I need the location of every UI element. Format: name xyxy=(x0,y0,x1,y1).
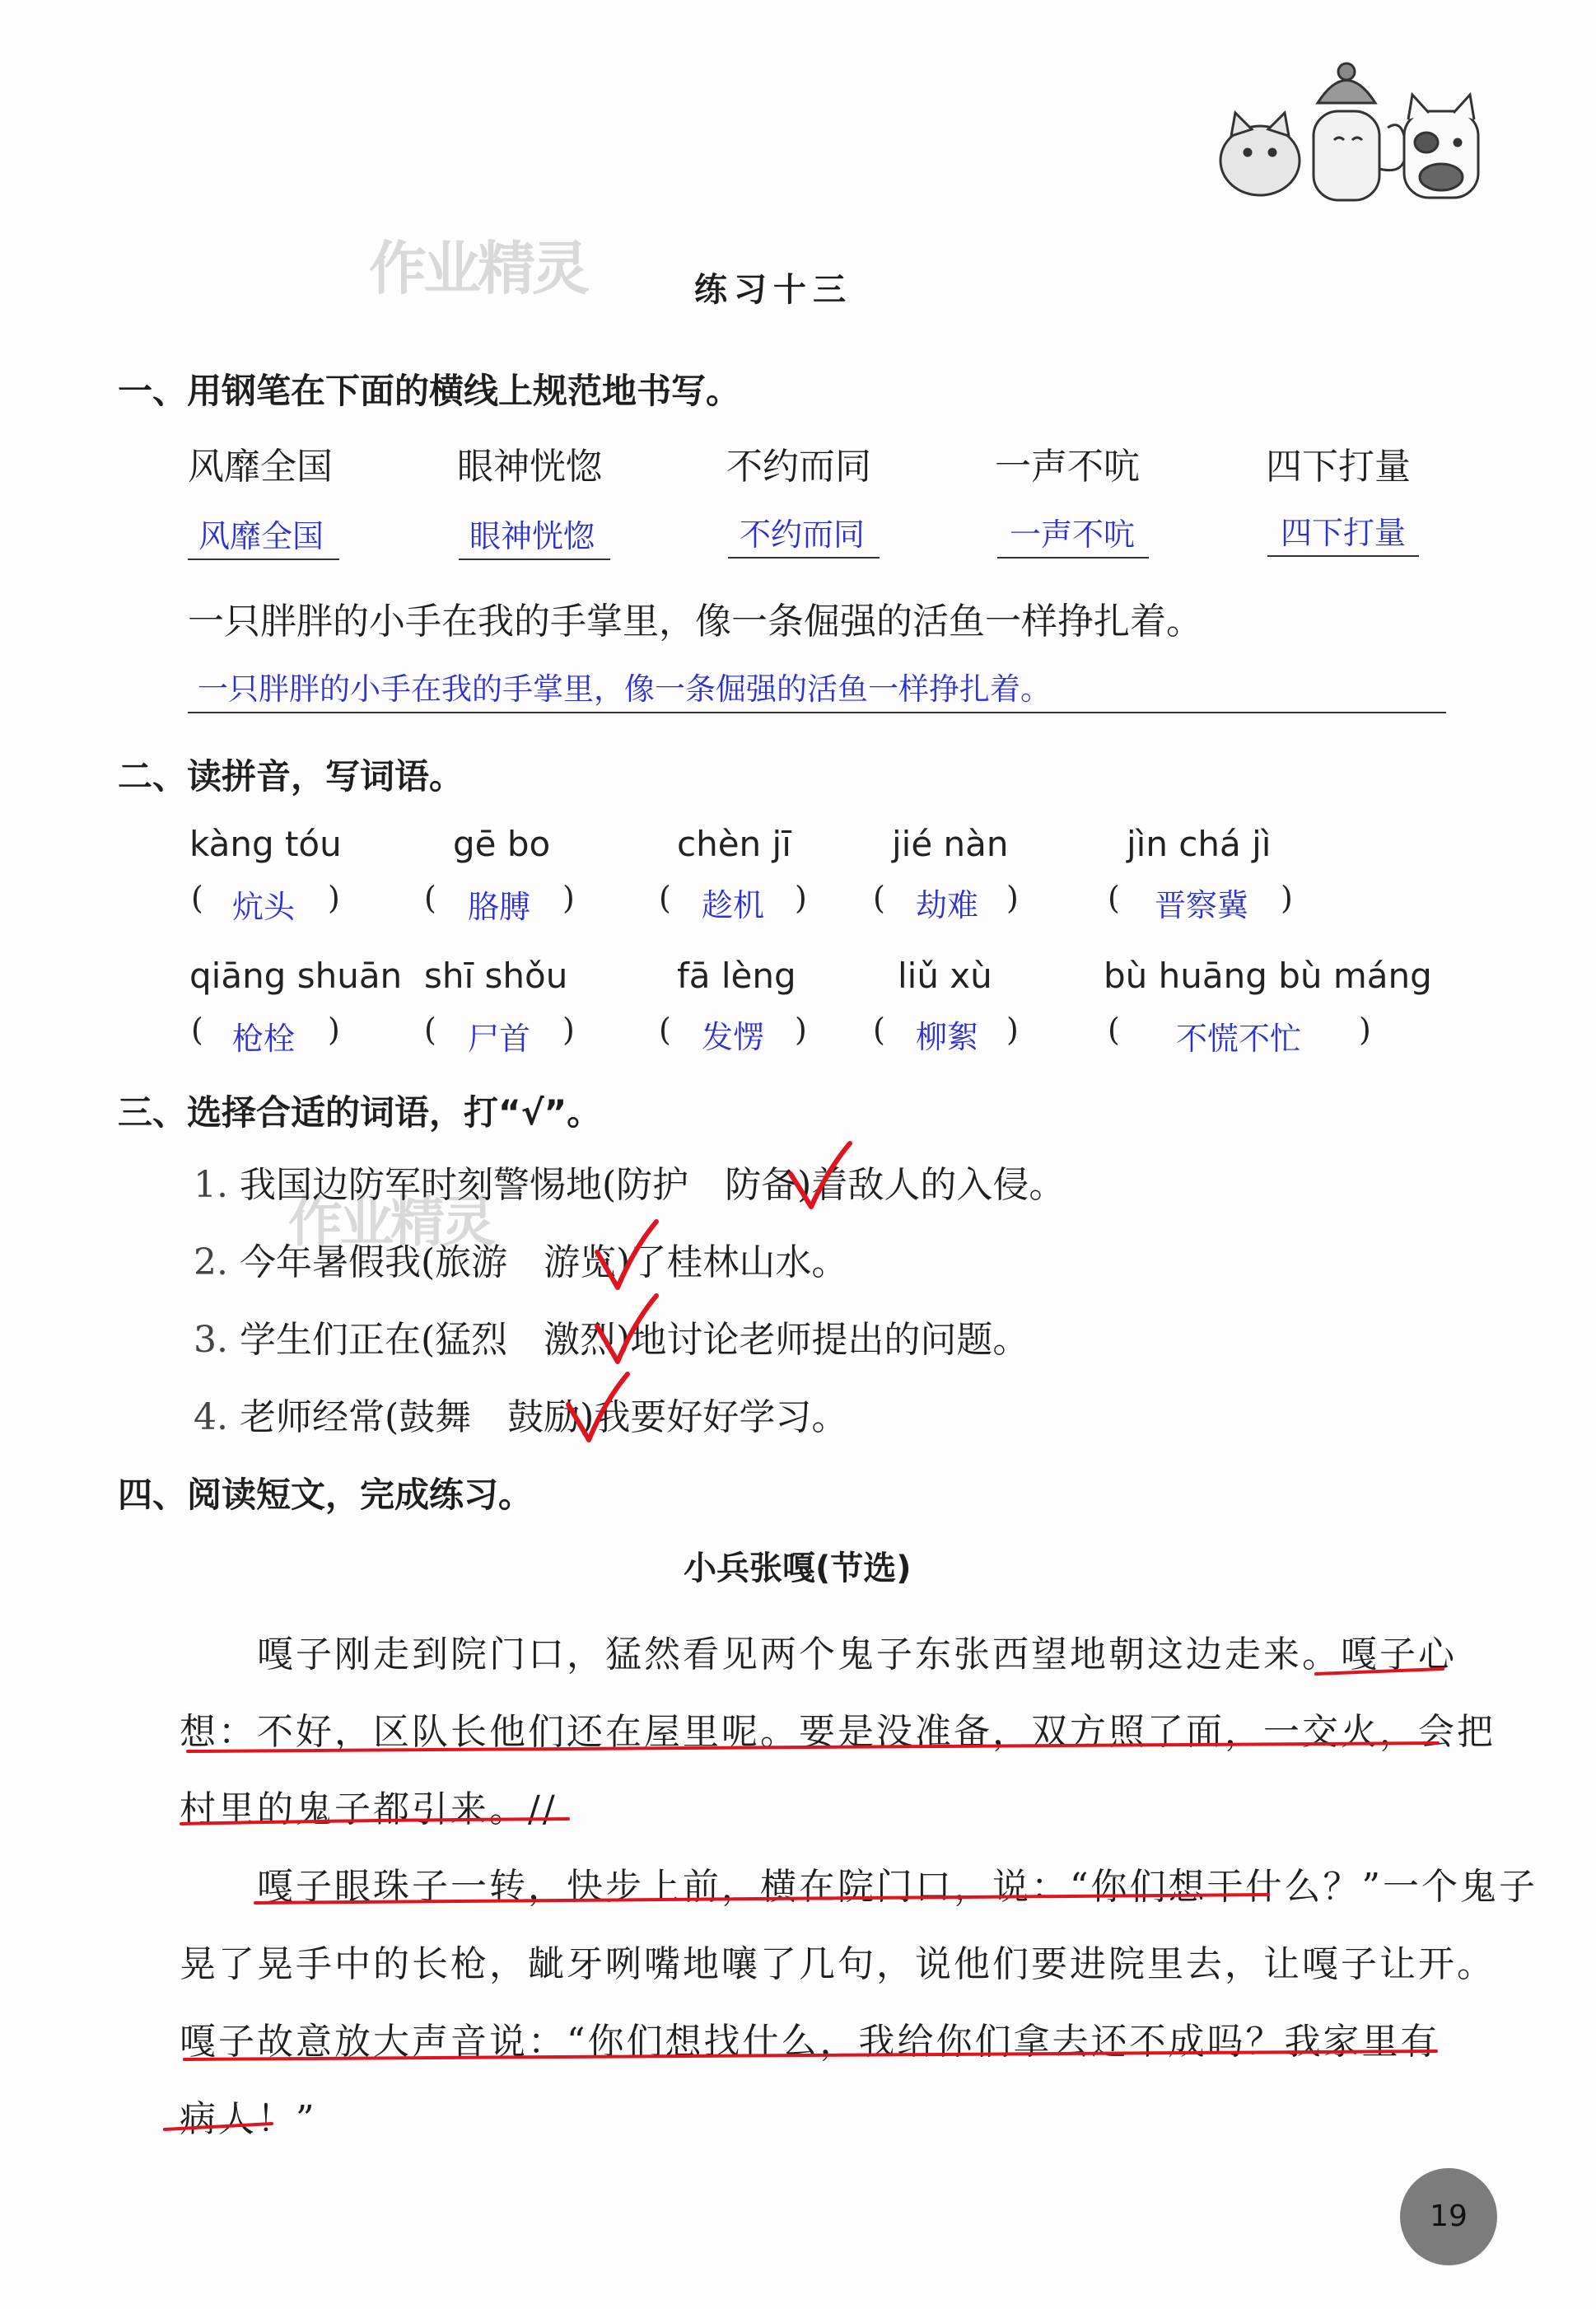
section-3-heading: 三、选择合适的词语，打“√”。 xyxy=(118,1092,602,1133)
section-2-heading: 二、读拼音，写词语。 xyxy=(118,756,464,797)
passage-line-2: 想：不好，区队长他们还在屋里呢。要是没准备，双方照了面，一交火，会把 xyxy=(180,1711,1496,1753)
check-mark-icon xyxy=(782,1137,856,1219)
handwritten-word-2: 眼神恍惚 xyxy=(469,518,595,554)
copy-word-1: 风靡全国 xyxy=(188,446,333,488)
writing-line-1 xyxy=(188,559,339,560)
passage-line-7: 病人！” xyxy=(180,2098,317,2140)
passage-line-6: 嘎子故意放大声音说：“你们想找什么，我给你们拿去还不成吗？我家里有 xyxy=(180,2021,1440,2063)
chosen-option: 鼓励 xyxy=(507,1396,581,1438)
passage-line-3: 村里的鬼子都引来。// xyxy=(180,1788,558,1830)
check-mark-icon xyxy=(560,1367,634,1450)
page-number-badge: 19 xyxy=(1400,2168,1497,2265)
passage-line-1: 嘎子刚走到院门口，猛然看见两个鬼子东张西望地朝这边走来。嘎子心 xyxy=(180,1634,1457,1676)
copy-word-5: 四下打量 xyxy=(1266,446,1411,488)
paren-open: ( xyxy=(659,880,671,916)
question-text-before: 我国边防军时刻警惕地(防护 xyxy=(239,1164,726,1206)
writing-line-3 xyxy=(728,557,880,559)
page-title: 练习十三 xyxy=(694,271,852,309)
chosen-option: 激烈 xyxy=(544,1319,617,1361)
paren-close: ) xyxy=(1006,880,1019,916)
paren-open: ( xyxy=(873,1012,885,1048)
question-text-after: )了桂林山水。 xyxy=(616,1241,848,1283)
passage-line-5: 晃了晃手中的长枪，龇牙咧嘴地嚷了几句，说他们要进院里去，让嘎子让开。 xyxy=(180,1943,1496,1985)
handwritten-word-5: 四下打量 xyxy=(1281,515,1407,551)
pinyin-answer-3: 趁机 xyxy=(702,887,765,923)
section-1-heading: 一、用钢笔在下面的横线上规范地书写。 xyxy=(118,371,741,411)
sentence-writing-line xyxy=(188,712,1446,713)
pinyin-answer-2: 胳膊 xyxy=(468,889,531,925)
paren-close: ) xyxy=(562,880,575,916)
choice-question-2 xyxy=(194,1232,847,1285)
handwritten-sentence: 一只胖胖的小手在我的手掌里，像一条倔强的活鱼一样挣扎着。 xyxy=(198,671,1051,707)
paren-open: ( xyxy=(191,1012,203,1048)
question-text-before: 学生们正在(猛烈 xyxy=(239,1319,544,1361)
choice-question-4 xyxy=(194,1387,847,1440)
question-number: 3. xyxy=(194,1319,228,1361)
pinyin-10: bù huāng bù máng xyxy=(1104,956,1432,996)
passage-title: 小兵张嘎(节选) xyxy=(684,1549,912,1587)
passage-line-4: 嘎子眼珠子一转，快步上前，横在院门口，说：“你们想干什么？”一个鬼子 xyxy=(180,1866,1538,1908)
paren-open: ( xyxy=(424,1012,436,1048)
pinyin-6: qiāng shuān xyxy=(189,956,403,996)
question-text-after: )着敌人的入侵。 xyxy=(797,1164,1066,1206)
pinyin-4: jié nàn xyxy=(892,824,1009,864)
paren-open: ( xyxy=(1108,1012,1120,1048)
pinyin-answer-4: 劫难 xyxy=(916,887,979,923)
copy-word-3: 不约而同 xyxy=(726,446,871,488)
watermark-top: 作业精灵 xyxy=(369,235,586,302)
pinyin-8: fā lèng xyxy=(677,956,796,996)
pinyin-answer-7: 尸首 xyxy=(468,1021,531,1057)
pinyin-answer-1: 炕头 xyxy=(232,889,296,925)
pinyin-2: gē bo xyxy=(453,824,551,864)
section-4-heading: 四、阅读短文，完成练习。 xyxy=(118,1475,534,1515)
paren-open: ( xyxy=(191,880,203,916)
copy-word-2: 眼神恍惚 xyxy=(457,446,602,488)
paren-close: ) xyxy=(1359,1012,1371,1048)
handwritten-word-3: 不约而同 xyxy=(740,516,866,553)
paren-close: ) xyxy=(328,1012,340,1048)
choice-question-1 xyxy=(194,1155,1065,1208)
question-number: 1. xyxy=(194,1164,228,1206)
paren-close: ) xyxy=(1281,880,1293,916)
pinyin-7: shī shǒu xyxy=(424,956,568,996)
paren-open: ( xyxy=(424,880,436,916)
question-text-after: )地讨论老师提出的问题。 xyxy=(616,1319,1029,1361)
paren-close: ) xyxy=(328,880,340,916)
chosen-option: 游览 xyxy=(544,1241,617,1283)
handwritten-word-1: 风靡全国 xyxy=(198,518,324,554)
pinyin-answer-9: 柳絮 xyxy=(916,1019,979,1055)
paren-open: ( xyxy=(1108,880,1120,916)
pinyin-1: kàng tóu xyxy=(189,824,342,864)
paren-close: ) xyxy=(795,880,807,916)
pinyin-answer-10: 不慌不忙 xyxy=(1176,1021,1302,1057)
pinyin-9: liǔ xù xyxy=(898,956,992,996)
paren-close: ) xyxy=(1006,1012,1019,1048)
pinyin-3: chèn jī xyxy=(677,824,791,864)
paren-open: ( xyxy=(873,880,885,916)
question-number: 4. xyxy=(194,1396,228,1438)
question-text-before: 今年暑假我(旅游 xyxy=(239,1241,544,1283)
writing-line-4 xyxy=(997,557,1149,559)
check-mark-icon xyxy=(589,1215,663,1297)
writing-line-2 xyxy=(459,559,610,560)
writing-line-5 xyxy=(1267,555,1419,557)
check-mark-icon xyxy=(589,1289,663,1372)
copy-sentence: 一只胖胖的小手在我的手掌里，像一条倔强的活鱼一样挣扎着。 xyxy=(188,601,1202,643)
paren-close: ) xyxy=(562,1012,575,1048)
pinyin-answer-6: 枪栓 xyxy=(232,1021,296,1057)
handwritten-word-4: 一声不吭 xyxy=(1010,516,1136,553)
pinyin-5: jìn chá jì xyxy=(1127,824,1272,864)
paren-close: ) xyxy=(795,1012,807,1048)
paren-open: ( xyxy=(659,1012,671,1048)
pinyin-answer-8: 发愣 xyxy=(702,1019,765,1055)
watermark-middle: 作业精灵 xyxy=(288,1190,492,1254)
pinyin-answer-5: 晋察冀 xyxy=(1155,887,1249,923)
copy-word-4: 一声不吭 xyxy=(995,446,1140,488)
cats-illustration xyxy=(1211,62,1499,206)
question-number: 2. xyxy=(194,1241,228,1283)
question-text-before: 老师经常(鼓舞 xyxy=(239,1396,508,1438)
question-text-after: )我要好好学习。 xyxy=(580,1396,848,1438)
chosen-option: 防备 xyxy=(725,1164,798,1206)
